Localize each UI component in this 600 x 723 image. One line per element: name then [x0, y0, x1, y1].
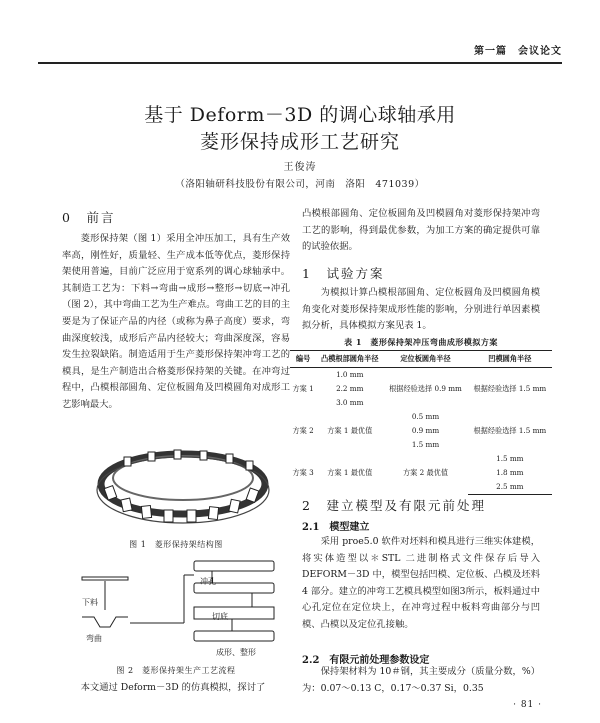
table-cell: 根据经验选择 1.5 mm: [473, 384, 547, 393]
figure-2-caption: 图 2 菱形保持架生产工艺流程: [116, 666, 236, 675]
section-0-heading: 0 前言: [62, 210, 116, 225]
paper-title-line-1: 基于 Deform－3D 的调心球轴承用: [144, 104, 456, 126]
running-header: 第一篇 会议论文: [474, 46, 562, 57]
table-cell: 1.5 mm: [496, 454, 524, 463]
test-paragraph: 为模拟计算凸模根部圆角、定位板圆角及凹模圆角模角变化对菱形保持架成形性能的影响，分别进行单因素模拟分析，具体模拟方案见表 1。: [302, 287, 540, 332]
table-header-locator: 定位板圆角半径: [383, 351, 467, 368]
table-cell: 2.2 mm: [336, 384, 364, 393]
intro-paragraph: 菱形保持架（图 1）采用全冲压加工，具有生产效率高，刚性好，质量轻、生产成本低等优点，菱形保持架使用普遍，目前广泛应用于宽系列的调心球轴承中。其制造工艺为：下料→弯曲→成形→整形→切底→冲孔（图 2），其中弯曲工艺为生产难点。弯曲工艺的目的主要是为了保证产品的内径（或称为鼻子高度）要求，弯曲深度较浅，成形后产品内径较大；弯曲深度深，容易发生拉裂缺陷。制造适用于生产菱形保持架冲弯工艺的模具，是生产制造出合格菱形保持架的关键。在冲弯过程中，凸模根部圆角、定位板圆角及凹模圆角对成形工艺影响最大。: [62, 233, 290, 410]
table-header-id: 编号: [290, 351, 316, 368]
intro-paragraph-tail: 本文通过 Deform－3D 的仿真模拟，探讨了: [80, 682, 266, 693]
table-cell: 0.5 mm: [411, 412, 440, 421]
blank-strip: [82, 577, 128, 580]
page-number: · 81 ·: [513, 700, 542, 710]
table-cell: 2.5 mm: [468, 480, 552, 495]
paper-title-line-2: 菱形保持成形工艺研究: [199, 131, 400, 153]
affiliation: （洛阳轴研科技股份有限公司，河南 洛阳 471039）: [175, 179, 425, 190]
table-header-punch: 凸模根部圆角半径: [316, 351, 383, 368]
figure-1-cage-drawing: [88, 432, 278, 532]
table-header-die: 凹模圆角半径: [468, 351, 552, 368]
header-rule: [38, 62, 562, 64]
figure-2-process-flow: [72, 555, 282, 655]
table-cell: 3.0 mm: [336, 398, 364, 407]
table-cell: 方案 1 最优值: [327, 426, 373, 435]
table-cell-id: 方案 3: [292, 468, 314, 478]
table-cell-id: 方案 1: [292, 384, 314, 393]
table-cell: 1.0 mm: [336, 370, 364, 379]
table-cell: 方案 2 最优值: [402, 468, 449, 478]
author: 王俊涛: [283, 162, 317, 173]
figure-2-label-cut: 切底: [212, 612, 228, 621]
table-cell: 0.9 mm: [411, 426, 440, 435]
table-1: [290, 350, 552, 495]
table-cell: 根据经验选择 1.5 mm: [473, 426, 547, 435]
figure-2-label-punch: 冲孔: [200, 577, 216, 586]
table-cell: 1.5 mm: [411, 440, 440, 449]
figure-2-label-bend: 弯曲: [86, 634, 102, 643]
figure-1-caption: 图 1 菱形保持架结构图: [129, 540, 223, 549]
subsection-2-2-heading: 2.2 有限元前处理参数设定: [302, 655, 430, 666]
figure-2-label-form: 成形、整形: [216, 648, 256, 657]
material-paragraph: 保持架材料为 10＃钢，其主要成分（质量分数，%）为：0.07～0.13 C，0.17～0.37 Si，0.35: [302, 666, 540, 694]
model-paragraph: 采用 proe5.0 软件对坯料和模具进行三维实体建模，将实体造型以＊STL 二进制格式文件保存后导入 DEFORM－3D 中，模型包括凹模、定位板、凸模及坯料 4 部分。建立的冲弯工艺模具模型如图3所示，板料通过中心孔定位在定位块上，在冲弯过程中板料弯曲部分与凹模、凸模以及定位孔接触。: [302, 536, 540, 630]
right-top-paragraph: 凸模根部圆角、定位板圆角及凹模圆角对菱形保持架冲弯工艺的影响，得到最优参数，为加工方案的确定提供可靠的试验依据。: [302, 208, 540, 253]
figure-2-label-blank: 下料: [82, 598, 98, 607]
table-cell: 1.8 mm: [496, 468, 524, 477]
section-1-heading: 1 试验方案: [302, 266, 385, 281]
section-2-heading: 2 建立模型及有限元前处理: [302, 498, 486, 513]
table-cell-id: 方案 2: [292, 426, 314, 435]
table-cell: 方案 1 最优值: [327, 468, 373, 478]
table-cell: 根据经验选择 0.9 mm: [389, 384, 462, 393]
table-1-caption: 表 1 菱形保持架冲压弯曲成形模拟方案: [344, 337, 498, 347]
subsection-2-1-heading: 2.1 模型建立: [302, 522, 370, 533]
